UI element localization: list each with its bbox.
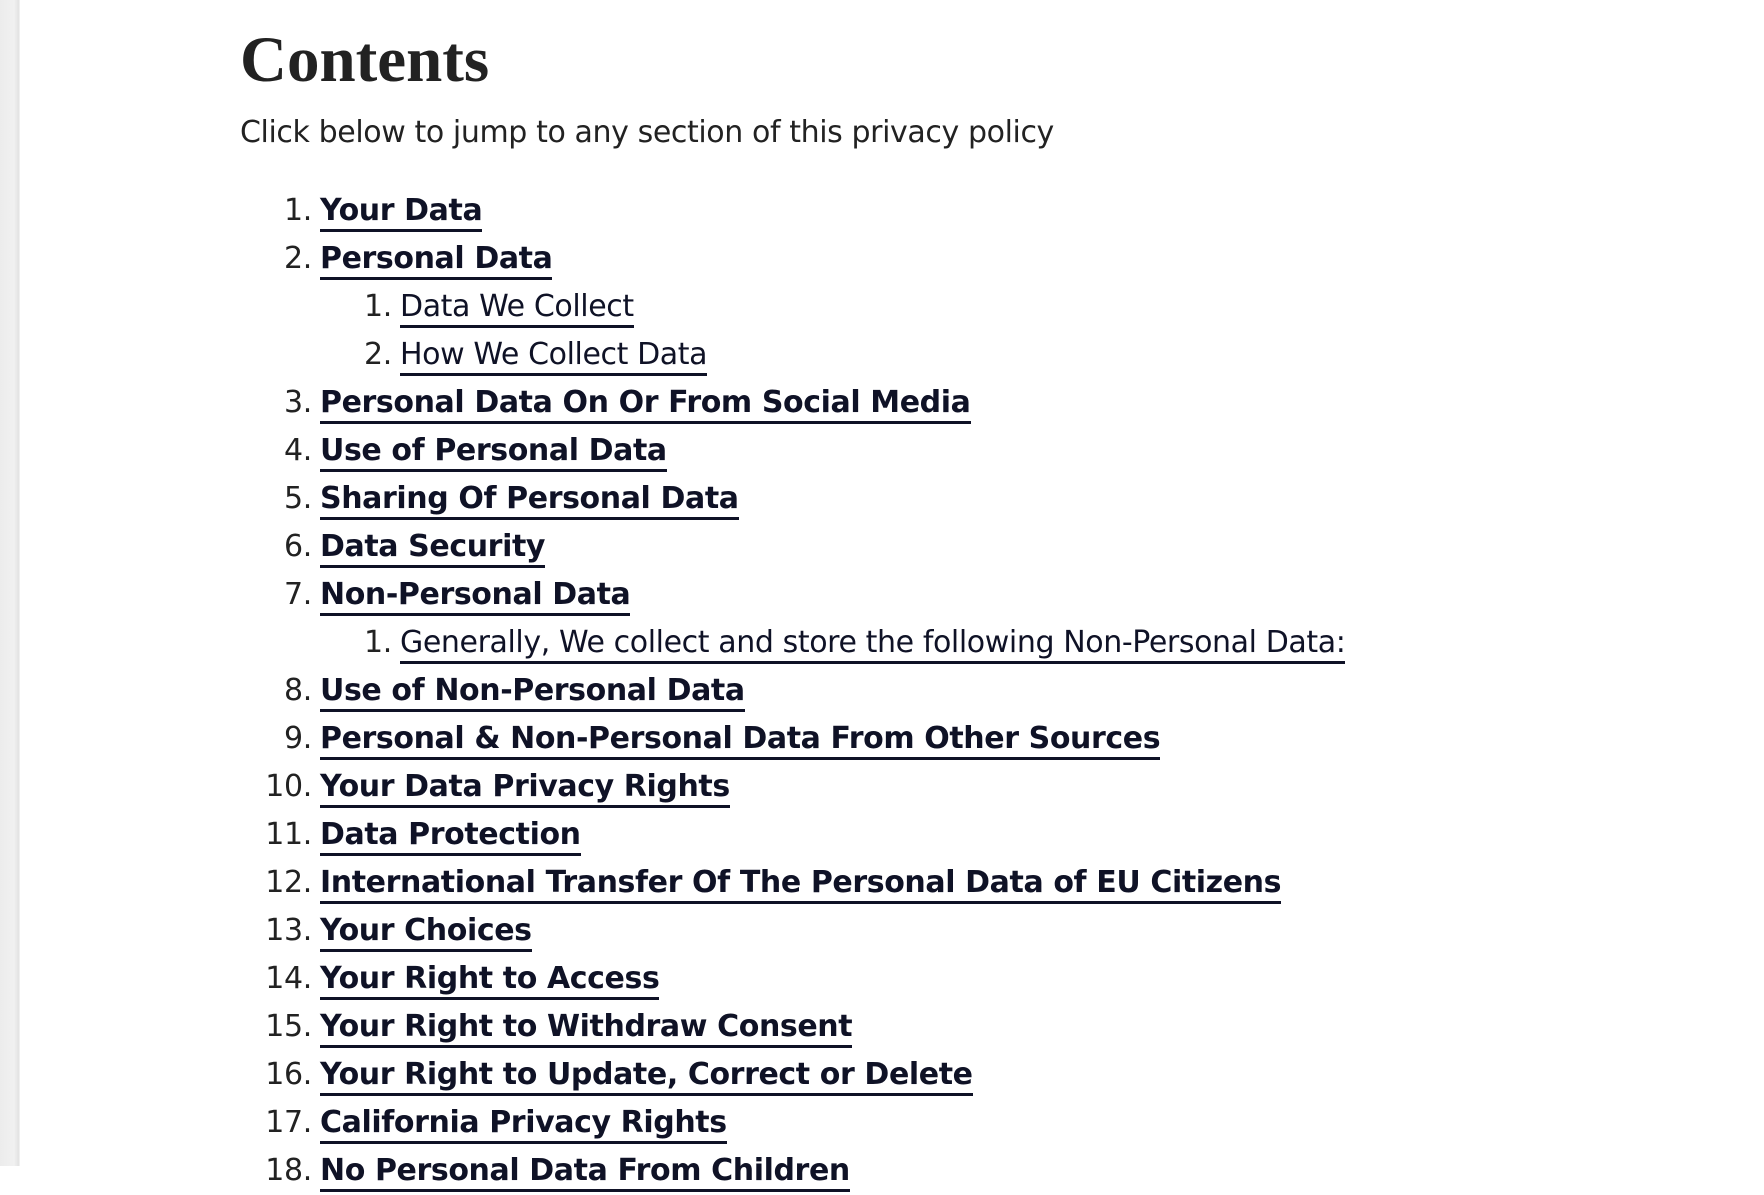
toc-number: 17.	[265, 1105, 312, 1140]
toc-number: 7.	[283, 577, 312, 612]
toc-link-non-personal-data[interactable]: Non-Personal Data	[320, 577, 630, 616]
toc-link-sharing-of-personal-data[interactable]: Sharing Of Personal Data	[320, 481, 739, 520]
window-left-edge	[0, 0, 20, 1166]
toc-link-social-media[interactable]: Personal Data On Or From Social Media	[320, 385, 971, 424]
toc-number: 1.	[363, 625, 392, 660]
toc-number: 1.	[363, 289, 392, 324]
toc-item-use-of-non-personal-data	[240, 667, 1720, 715]
toc-link-withdraw-consent[interactable]: Your Right to Withdraw Consent	[320, 1009, 852, 1048]
toc-number: 14.	[265, 961, 312, 996]
toc-link-personal-data[interactable]: Personal Data	[320, 241, 552, 280]
toc-link-use-of-personal-data[interactable]: Use of Personal Data	[320, 433, 667, 472]
toc-sublist-non-personal-data	[320, 619, 1720, 667]
toc-item-international-transfer	[240, 859, 1720, 907]
toc-number: 4.	[283, 433, 312, 468]
toc-link-data-security[interactable]: Data Security	[320, 529, 545, 568]
toc-link-other-sources[interactable]: Personal & Non-Personal Data From Other Sources	[320, 721, 1160, 760]
toc-number: 9.	[283, 721, 312, 756]
toc-item-privacy-rights	[240, 763, 1720, 811]
toc-number: 1.	[283, 193, 312, 228]
toc-link-update-correct-delete[interactable]: Your Right to Update, Correct or Delete	[320, 1057, 973, 1096]
toc-link-data-we-collect[interactable]: Data We Collect	[400, 289, 634, 328]
toc-number: 10.	[265, 769, 312, 804]
toc-number: 8.	[283, 673, 312, 708]
toc-item-your-data	[240, 187, 1720, 235]
intro-text: Click below to jump to any section of this privacy policy	[240, 115, 1054, 150]
toc-item-update-correct-delete	[240, 1051, 1720, 1099]
toc-number: 11.	[265, 817, 312, 852]
toc-link-right-to-access[interactable]: Your Right to Access	[320, 961, 659, 1000]
toc-item-data-security	[240, 523, 1720, 571]
page-title: Contents	[240, 24, 490, 96]
toc-sublist-personal-data	[320, 283, 1720, 379]
toc-item-social-media	[240, 379, 1720, 427]
toc-subitem-generally-we-collect	[320, 619, 1720, 667]
toc-item-use-of-personal-data	[240, 427, 1720, 475]
toc-item-personal-data	[240, 235, 1720, 379]
toc-item-right-to-access	[240, 955, 1720, 1003]
toc-link-privacy-rights[interactable]: Your Data Privacy Rights	[320, 769, 730, 808]
toc-number: 18.	[265, 1153, 312, 1188]
toc-item-no-data-from-children	[240, 1147, 1720, 1195]
toc-number: 12.	[265, 865, 312, 900]
toc-item-sharing-of-personal-data	[240, 475, 1720, 523]
toc-number: 16.	[265, 1057, 312, 1092]
toc-item-non-personal-data	[240, 571, 1720, 667]
toc-item-your-choices	[240, 907, 1720, 955]
toc-link-how-we-collect-data[interactable]: How We Collect Data	[400, 337, 707, 376]
toc-number: 3.	[283, 385, 312, 420]
toc-number: 6.	[283, 529, 312, 564]
toc-link-no-data-from-children[interactable]: No Personal Data From Children	[320, 1153, 850, 1192]
table-of-contents	[240, 187, 1720, 1195]
toc-number: 15.	[265, 1009, 312, 1044]
toc-number: 2.	[283, 241, 312, 276]
toc-item-california-privacy-rights	[240, 1099, 1720, 1147]
toc-link-data-protection[interactable]: Data Protection	[320, 817, 581, 856]
toc-link-use-of-non-personal-data[interactable]: Use of Non-Personal Data	[320, 673, 745, 712]
toc-subitem-how-we-collect-data	[320, 331, 1720, 379]
toc-link-your-data[interactable]: Your Data	[320, 193, 482, 232]
toc-number: 5.	[283, 481, 312, 516]
toc-subitem-data-we-collect	[320, 283, 1720, 331]
toc-item-data-protection	[240, 811, 1720, 859]
toc-item-withdraw-consent	[240, 1003, 1720, 1051]
toc-number: 13.	[265, 913, 312, 948]
toc-link-california-privacy-rights[interactable]: California Privacy Rights	[320, 1105, 727, 1144]
privacy-policy-contents	[240, 0, 1720, 1195]
toc-item-other-sources	[240, 715, 1720, 763]
toc-link-international-transfer[interactable]: International Transfer Of The Personal Data of EU Citizens	[320, 865, 1281, 904]
toc-link-generally-we-collect[interactable]: Generally, We collect and store the following Non-Personal Data:	[400, 625, 1345, 664]
toc-number: 2.	[363, 337, 392, 372]
toc-link-your-choices[interactable]: Your Choices	[320, 913, 532, 952]
